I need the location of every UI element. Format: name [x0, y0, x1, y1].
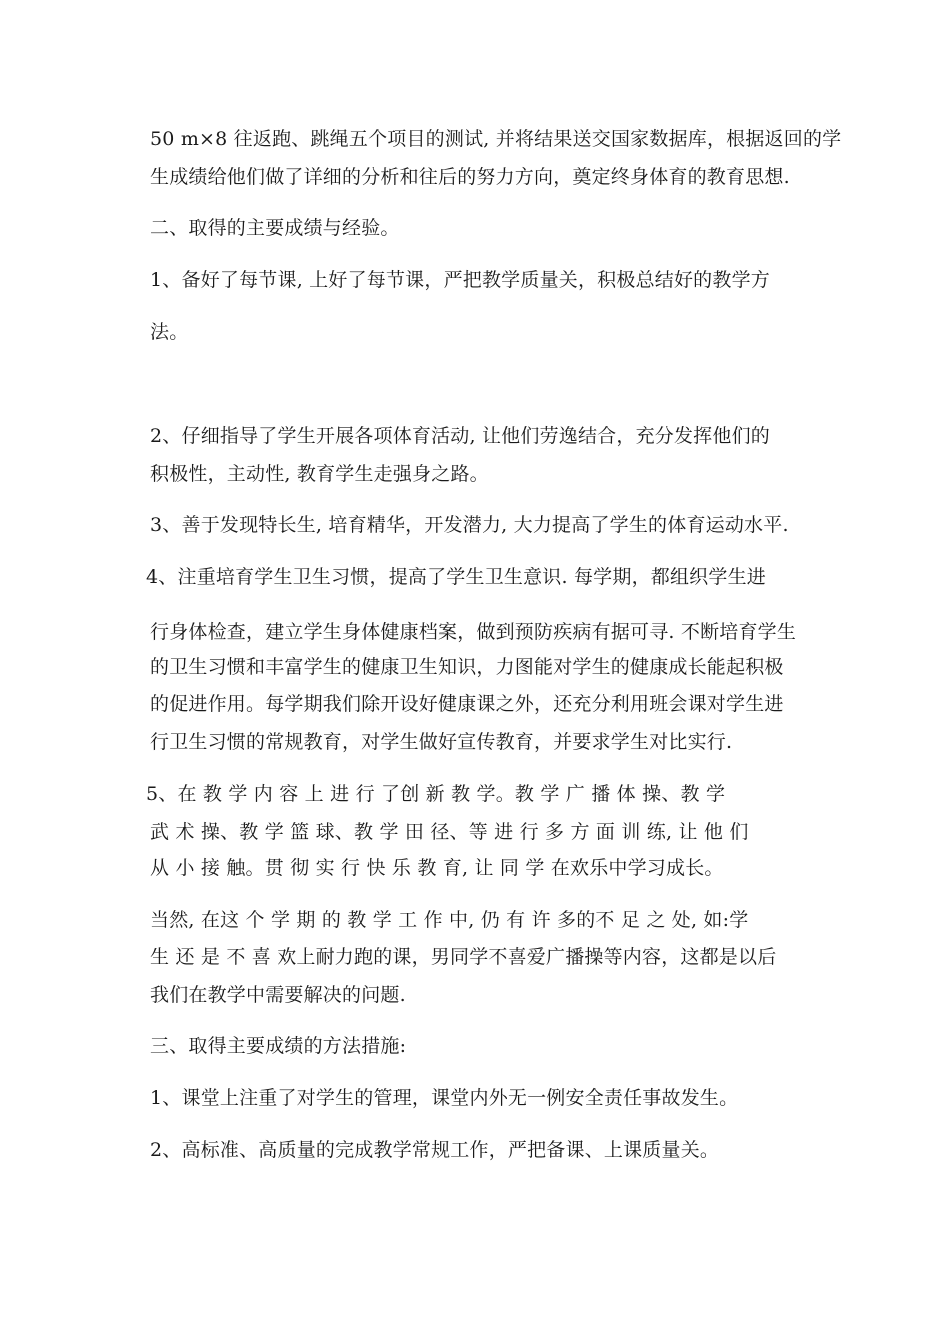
text-line: 2、高标准、高质量的完成教学常规工作，严把备课、上课质量关。 [150, 1139, 720, 1161]
text-line: 4、注重培育学生卫生习惯，提高了学生卫生意识. 每学期，都组织学生进 [146, 566, 766, 588]
text-line: 生 还 是 不 喜 欢上耐力跑的课，男同学不喜爱广播操等内容，这都是以后 [150, 946, 777, 968]
text-line: 积极性，主动性, 教育学生走强身之路。 [150, 463, 489, 485]
text-line: 行卫生习惯的常规教育，对学生做好宣传教育，并要求学生对比实行. [150, 731, 733, 753]
text-line: 1、课堂上注重了对学生的管理，课堂内外无一例安全责任事故发生。 [150, 1087, 739, 1109]
text-line: 3、善于发现特长生, 培育精华，开发潜力, 大力提高了学生的体育运动水平. [150, 514, 789, 536]
text-line: 行身体检查，建立学生身体健康档案，做到预防疾病有据可寻. 不断培育学生 [150, 621, 797, 643]
text-line: 的卫生习惯和丰富学生的健康卫生知识，力图能对学生的健康成长能起积极 [150, 656, 784, 678]
section-heading: 三、取得主要成绩的方法措施: [150, 1035, 407, 1057]
text-line: 5、在 教 学 内 容 上 进 行 了创 新 教 学。教 学 广 播 体 操、教 学 [146, 783, 726, 805]
text-line: 1、备好了每节课, 上好了每节课，严把教学质量关，积极总结好的教学方 [150, 269, 770, 291]
text-line: 从 小 接 触。贯 彻 实 行 快 乐 教 育, 让 同 学 在欢乐中学习成长。 [150, 857, 724, 879]
text-line: 我们在教学中需要解决的问题. [150, 984, 406, 1006]
text-line: 法。 [150, 321, 189, 343]
text-line: 50 m×8 往返跑、跳绳五个项目的测试, 并将结果送交国家数据库，根据返回的学 [150, 128, 842, 150]
text-line: 的促进作用。每学期我们除开设好健康课之外，还充分利用班会课对学生进 [150, 693, 784, 715]
text-line: 生成绩给他们做了详细的分析和往后的努力方向，奠定终身体育的教育思想. [150, 166, 790, 188]
text-line: 2、仔细指导了学生开展各项体育活动, 让他们劳逸结合，充分发挥他们的 [150, 425, 770, 447]
section-heading: 二、取得的主要成绩与经验。 [150, 217, 400, 239]
text-line: 武 术 操、教 学 篮 球、教 学 田 径、等 进 行 多 方 面 训 练, 让 他 们 [150, 821, 749, 843]
text-line: 当然, 在这 个 学 期 的 教 学 工 作 中, 仍 有 许 多的不 足 之 处, 如:学 [150, 909, 749, 931]
